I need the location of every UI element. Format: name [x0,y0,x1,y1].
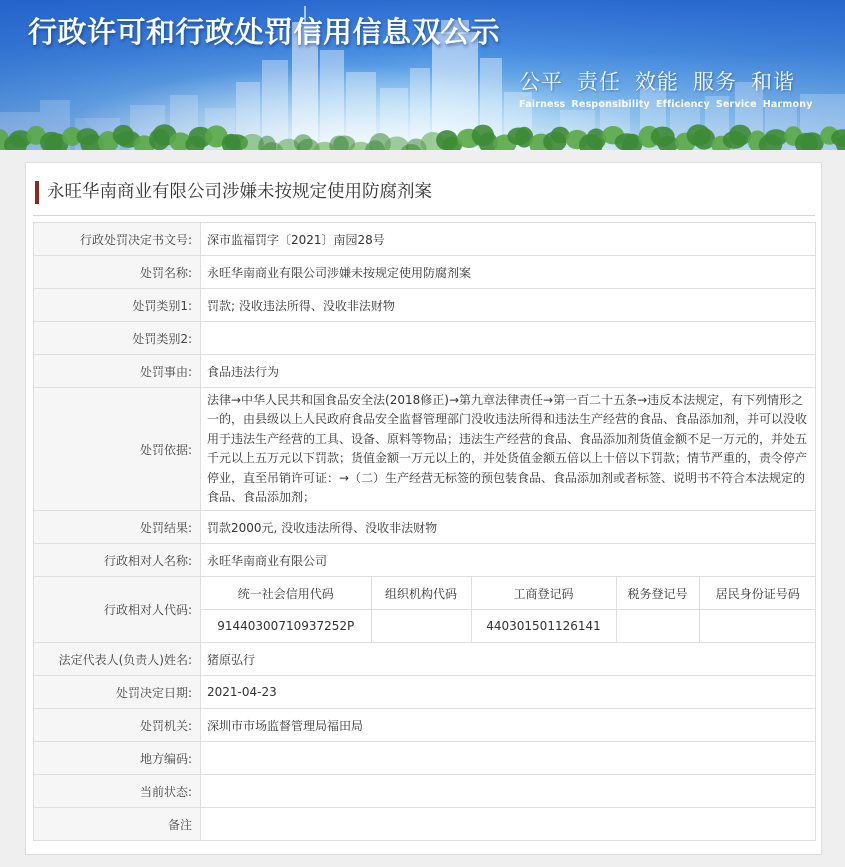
code-value-business-reg: 440301501126141 [471,610,616,643]
decision-date-label: 处罚决定日期: [34,676,201,709]
penalty-basis-value: 法律→中华人民共和国食品安全法(2018修正)→第九章法律责任→第一百二十五条→违反本法规定，有下列情形之一的，由县级以上人民政府食品安全监督管理部门没收违法所得和违法生产经营的食品、食品添加剂，并可以没收用于违法生产经营的工具、设备、原料等物品；违法生产经营的食品、食品添加剂货值金额不足一万元的，并处五千元以上五万元以下罚款；货值金额一万元以上的，并处货值金额五倍以上十倍以下罚款；情节严重的，责令停产停业，直至吊销许可证：→（二）生产经营无标签的预包装食品、食品添加剂或者标签、说明书不符合本法规定的食品、食品添加剂； [201,388,816,511]
slogan-word-en: Fairness [519,99,566,110]
slogan-word-en: Service [715,99,757,110]
code-header-tax-reg: 税务登记号 [616,577,699,610]
remarks-label: 备注 [34,808,201,841]
row-local-code [34,742,816,775]
skyline-building [320,50,344,150]
party-name-label: 行政相对人名称: [34,544,201,577]
slogan-word: 责任 [577,70,621,94]
decision-number-value: 深市监福罚字〔2021〕南园28号 [201,223,816,256]
decision-number-label: 行政处罚决定书文号: [34,223,201,256]
penalty-name-label: 处罚名称: [34,256,201,289]
slogan-word-en: Responsibility [571,99,650,110]
row-decision-number [34,223,816,256]
title-accent-bar [35,181,39,204]
code-value-org-code [371,610,471,643]
penalty-category-2-value [201,322,816,355]
header-banner [0,0,845,150]
code-value-id-number [699,610,816,643]
row-penalty-authority [34,709,816,742]
row-decision-date [34,676,816,709]
slogan [519,66,813,110]
penalty-name-value: 永旺华南商业有限公司涉嫌未按规定使用防腐剂案 [201,256,816,289]
penalty-reason-label: 处罚事由: [34,355,201,388]
slogan-word-en: Harmony [762,99,813,110]
penalty-info-table [33,222,816,841]
code-header-org-code: 组织机构代码 [371,577,471,610]
title-divider [33,215,815,216]
row-penalty-name [34,256,816,289]
penalty-basis-label: 处罚依据: [34,388,201,511]
current-status-label: 当前状态: [34,775,201,808]
code-header-business-reg: 工商登记码 [471,577,616,610]
site-title: 行政许可和行政处罚信用信息双公示 [28,15,501,49]
legal-representative-label: 法定代表人(负责人)姓名: [34,643,201,676]
row-penalty-category-2 [34,322,816,355]
code-value-credit-code: 91440300710937252P [201,610,371,643]
tree-shape [729,125,751,146]
penalty-result-value: 罚款2000元, 没收违法所得、没收非法财物 [201,511,816,544]
party-name-value: 永旺华南商业有限公司 [201,544,816,577]
tree-shape [765,129,788,145]
row-remarks [34,808,816,841]
penalty-result-label: 处罚结果: [34,511,201,544]
local-code-value [201,742,816,775]
penalty-category-1-value: 罚款; 没收违法所得、没收非法财物 [201,289,816,322]
row-party-code [34,577,816,643]
decision-date-value: 2021-04-23 [201,676,816,709]
penalty-authority-label: 处罚机关: [34,709,201,742]
legal-representative-value: 猪原弘行 [201,643,816,676]
row-penalty-reason [34,355,816,388]
penalty-category-2-label: 处罚类别2: [34,322,201,355]
penalty-authority-value: 深圳市市场监督管理局福田局 [201,709,816,742]
party-code-table [201,577,816,642]
row-penalty-category-1 [34,289,816,322]
party-code-label: 行政相对人代码: [34,577,201,643]
party-code-value-row [201,610,816,643]
row-penalty-basis [34,388,816,511]
slogan-word: 服务 [693,70,737,94]
row-party-name [34,544,816,577]
code-header-credit-code: 统一社会信用代码 [201,577,371,610]
slogan-word: 效能 [635,70,679,94]
code-value-tax-reg [616,610,699,643]
row-penalty-result [34,511,816,544]
local-code-label: 地方编码: [34,742,201,775]
slogan-chinese [519,66,813,96]
tree-shape [586,128,606,149]
row-legal-representative [34,643,816,676]
slogan-english [519,99,813,110]
row-current-status [34,775,816,808]
slogan-word: 公平 [519,70,563,94]
current-status-value [201,775,816,808]
detail-panel [25,162,822,855]
slogan-word-en: Efficiency [655,99,710,110]
party-code-cell [201,577,816,643]
penalty-category-1-label: 处罚类别1: [34,289,201,322]
party-code-header-row [201,577,816,610]
remarks-value [201,808,816,841]
code-header-id-number: 居民身份证号码 [699,577,816,610]
case-title: 永旺华南商业有限公司涉嫌未按规定使用防腐剂案 [47,182,432,202]
slogan-word: 和谐 [751,70,795,94]
penalty-reason-value: 食品违法行为 [201,355,816,388]
